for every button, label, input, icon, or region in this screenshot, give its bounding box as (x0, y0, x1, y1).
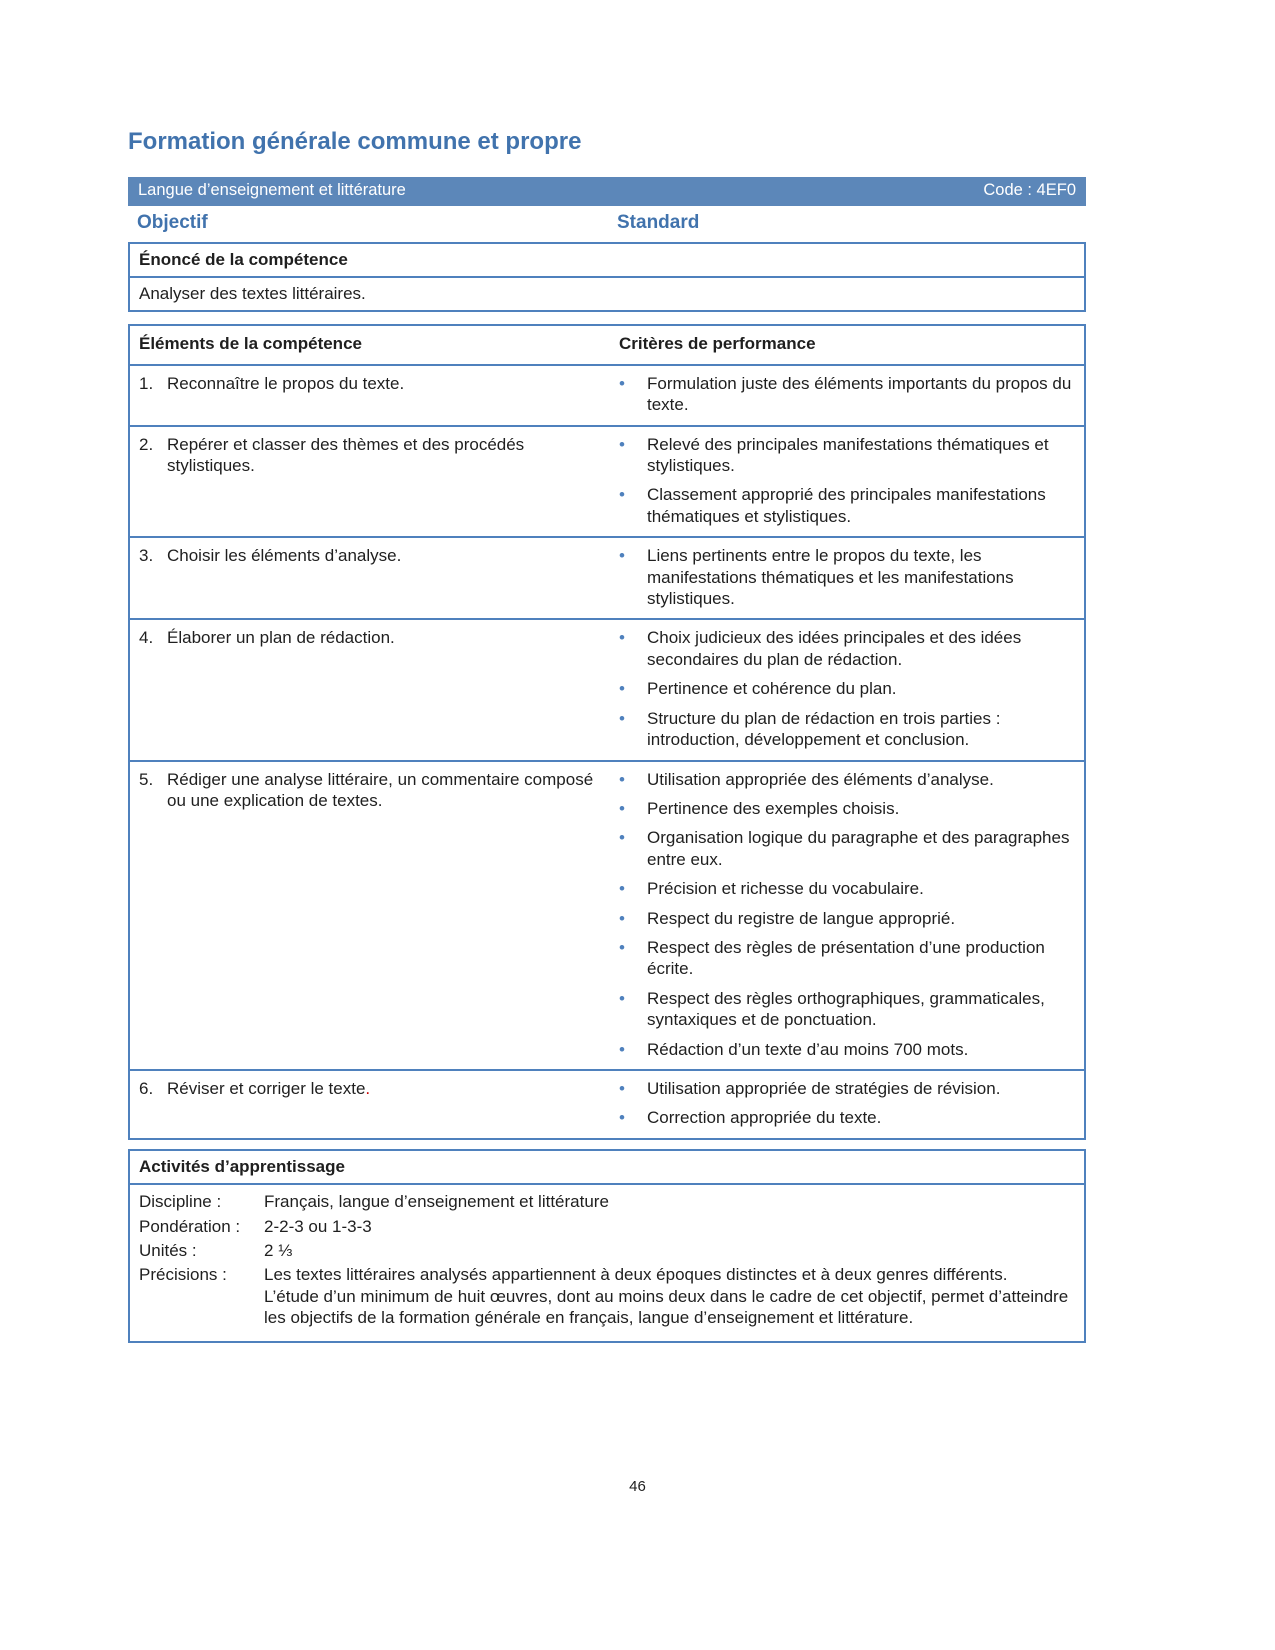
criterion-text: Utilisation appropriée des éléments d’analyse. (647, 769, 994, 789)
enonce-box (128, 242, 1086, 313)
criterion-text: Classement approprié des principales manifestations thématiques et stylistiques. (647, 485, 1046, 526)
criterion-item (619, 678, 1074, 699)
criterion-item (619, 708, 1074, 751)
element-number: 6. (139, 1078, 154, 1098)
element-cell (130, 1071, 614, 1138)
table-header-row (130, 326, 1084, 365)
precisions-label: Précisions : (139, 1265, 227, 1285)
criteria-cell (614, 620, 1084, 759)
field-unites (139, 1240, 1074, 1261)
criterion-text: Relevé des principales manifestations thématiques et stylistiques. (647, 434, 1049, 476)
bullet-icon: • (619, 769, 625, 789)
objectif-heading: Objectif (137, 211, 208, 233)
element-cell (130, 762, 614, 1069)
criterion-text: Utilisation appropriée de stratégies de révision. (647, 1078, 1001, 1098)
criterion-item (619, 545, 1074, 609)
bullet-icon: • (619, 546, 625, 566)
element-text-red-period: . (365, 1078, 371, 1098)
criterion-item (619, 1039, 1074, 1060)
criterion-item (619, 937, 1074, 980)
criteria-cell (614, 538, 1084, 618)
bullet-icon: • (619, 937, 625, 957)
element-number: 1. (139, 373, 154, 393)
criterion-item (619, 627, 1074, 670)
table-row (130, 366, 1084, 427)
bullet-icon: • (619, 1078, 625, 1098)
activites-header: Activités d’apprentissage (130, 1151, 1084, 1185)
section-header-bar (128, 177, 1086, 206)
table-row (130, 538, 1084, 620)
field-discipline (139, 1191, 1074, 1212)
element-cell (130, 427, 614, 537)
element-text: Reconnaître le propos du texte. (167, 373, 405, 393)
bullet-icon: • (619, 373, 625, 393)
standard-heading: Standard (617, 211, 700, 233)
criterion-item (619, 434, 1074, 477)
criterion-text: Respect des règles de présentation d’une production écrite. (647, 937, 1045, 979)
criterion-text: Correction appropriée du texte. (647, 1108, 882, 1128)
element-text: Repérer et classer des thèmes et des procédés stylistiques. (167, 434, 525, 476)
discipline-label: Discipline : (139, 1192, 222, 1212)
element-number: 3. (139, 546, 154, 566)
criteria-cell (614, 1071, 1084, 1138)
element-cell (130, 366, 614, 425)
competence-table (128, 324, 1086, 1139)
bullet-icon: • (619, 679, 625, 699)
ponderation-value: 2-2-3 ou 1-3-3 (264, 1216, 372, 1236)
criterion-item (619, 908, 1074, 929)
bullet-icon: • (619, 628, 625, 648)
unites-label: Unités : (139, 1241, 197, 1260)
criterion-text: Organisation logique du paragraphe et des paragraphes entre eux. (647, 828, 1070, 869)
unites-value: 2 ⅓ (264, 1241, 293, 1260)
bullet-icon: • (619, 485, 625, 505)
enonce-header: Énoncé de la compétence (130, 244, 1084, 278)
elements-column-header: Éléments de la compétence (139, 334, 362, 354)
criterion-text: Pertinence et cohérence du plan. (647, 679, 897, 699)
element-text: Rédiger une analyse littéraire, un commentaire composé ou une explication de textes. (167, 769, 594, 810)
element-cell (130, 620, 614, 759)
table-row (130, 762, 1084, 1071)
discipline-value: Français, langue d’enseignement et littérature (264, 1192, 609, 1212)
bullet-icon: • (619, 1108, 625, 1128)
criteria-cell (614, 762, 1084, 1069)
criterion-text: Structure du plan de rédaction en trois parties : introduction, développement et conclusion. (647, 708, 1001, 750)
criterion-item (619, 827, 1074, 870)
table-row (130, 620, 1084, 761)
criterion-item (619, 988, 1074, 1031)
element-text: Élaborer un plan de rédaction. (167, 628, 395, 648)
ponderation-label: Pondération : (139, 1216, 241, 1236)
bullet-icon: • (619, 988, 625, 1008)
element-number: 2. (139, 434, 154, 454)
element-text: Choisir les éléments d’analyse. (167, 546, 402, 566)
bullet-icon: • (619, 879, 625, 899)
criterion-item (619, 1078, 1074, 1099)
activites-box (128, 1149, 1086, 1343)
criterion-item (619, 484, 1074, 527)
table-row (130, 1071, 1084, 1138)
criteria-cell (614, 427, 1084, 537)
field-precisions (139, 1264, 1074, 1328)
section-title: Langue d’enseignement et littérature (138, 180, 406, 199)
bullet-icon: • (619, 798, 625, 818)
page-title: Formation générale commune et propre (128, 128, 582, 155)
criterion-text: Pertinence des exemples choisis. (647, 798, 900, 818)
criteres-column-header: Critères de performance (619, 334, 816, 354)
field-ponderation (139, 1216, 1074, 1237)
precisions-paragraph-1: Les textes littéraires analysés appartiennent à deux époques distinctes et à deux genres différents. (264, 1265, 1008, 1285)
element-text-main: Réviser et corriger le texte (167, 1078, 366, 1098)
bullet-icon: • (619, 1039, 625, 1059)
bullet-icon: • (619, 434, 625, 454)
criterion-text: Respect du registre de langue approprié. (647, 908, 956, 928)
criterion-text: Liens pertinents entre le propos du texte, les manifestations thématiques et les manifestations stylistiques. (647, 546, 1014, 609)
document-content (128, 128, 1086, 1343)
section-code: Code : 4EF0 (983, 180, 1076, 199)
element-number: 4. (139, 628, 154, 648)
bullet-icon: • (619, 708, 625, 728)
criterion-item (619, 1107, 1074, 1128)
bullet-icon: • (619, 828, 625, 848)
activites-body (130, 1185, 1084, 1340)
criteria-cell (614, 366, 1084, 425)
criterion-item (619, 878, 1074, 899)
precisions-paragraph-2: L’étude d’un minimum de huit œuvres, dont au moins deux dans le cadre de cet objectif, permet d’atteindre les objectifs de la formation générale en français, langue d’enseignement et littérature. (264, 1286, 1069, 1328)
element-text (167, 1078, 600, 1099)
precisions-value (264, 1264, 1074, 1328)
bullet-icon: • (619, 908, 625, 928)
criterion-item (619, 373, 1074, 416)
criterion-text: Précision et richesse du vocabulaire. (647, 879, 924, 899)
element-number: 5. (139, 769, 154, 789)
criterion-text: Respect des règles orthographiques, grammaticales, syntaxiques et de ponctuation. (647, 988, 1045, 1030)
criterion-item (619, 798, 1074, 819)
element-cell (130, 538, 614, 618)
table-row (130, 427, 1084, 539)
page-number: 46 (629, 1478, 646, 1495)
criterion-text: Rédaction d’un texte d’au moins 700 mots. (647, 1039, 969, 1059)
criterion-text: Choix judicieux des idées principales et des idées secondaires du plan de rédaction. (647, 628, 1022, 669)
column-headings (128, 206, 1086, 242)
enonce-body: Analyser des textes littéraires. (139, 284, 366, 303)
criterion-text: Formulation juste des éléments importants du propos du texte. (647, 373, 1072, 415)
criterion-item (619, 769, 1074, 790)
